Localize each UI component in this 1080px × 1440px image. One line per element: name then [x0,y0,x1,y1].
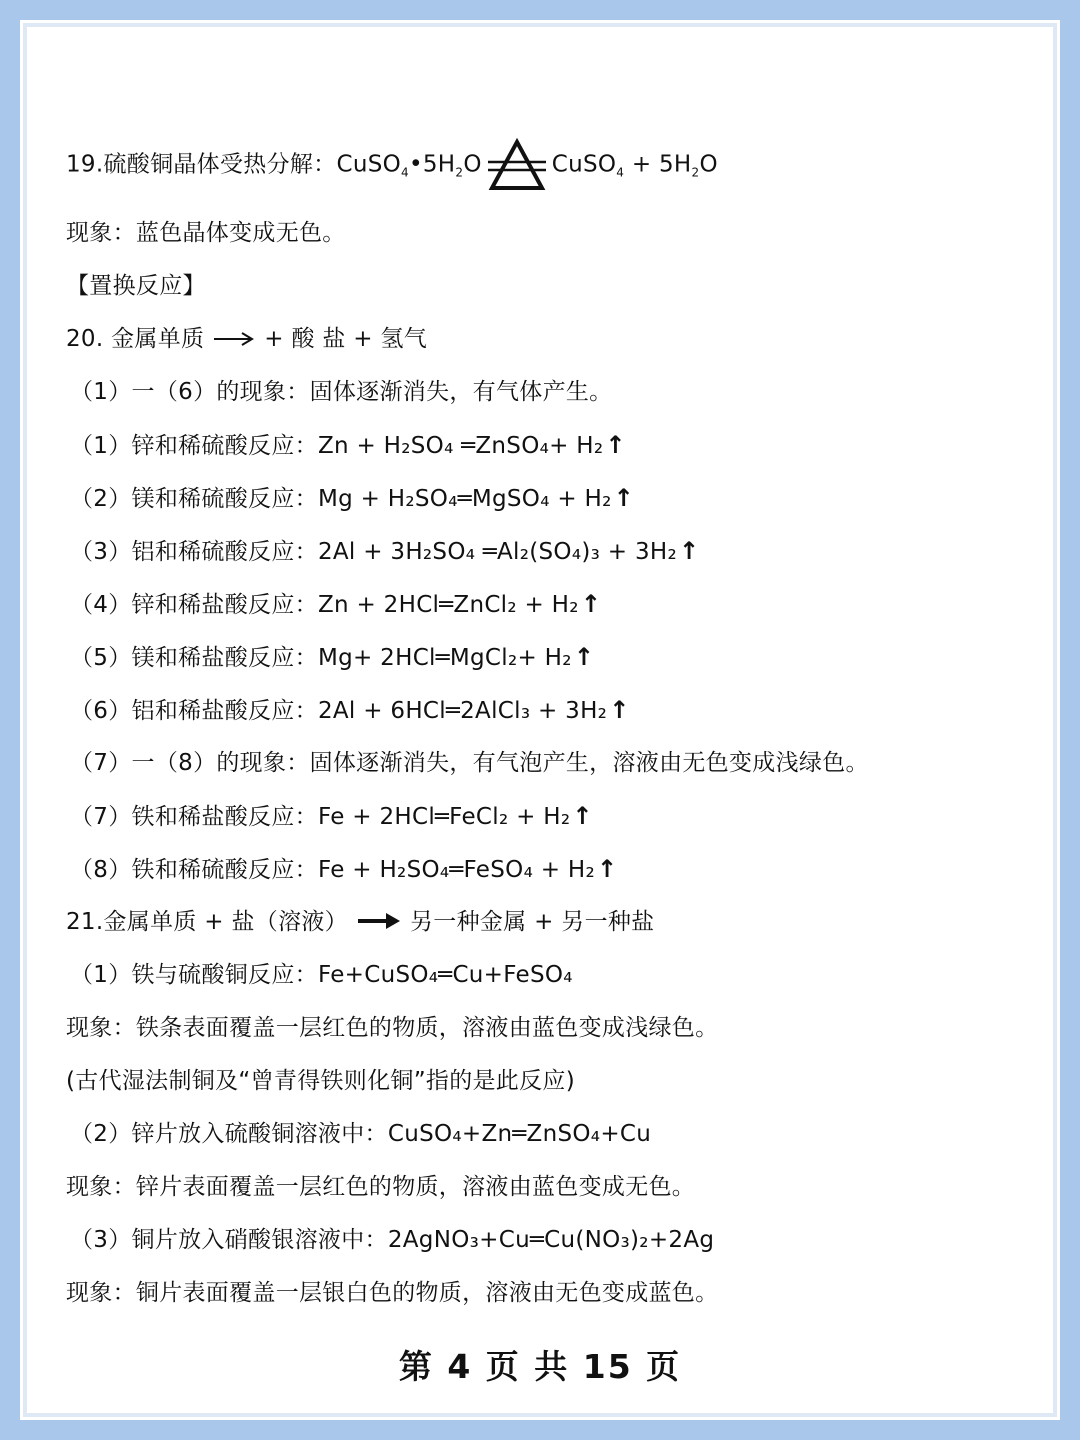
reaction-equation: Fe+CuSO₄═Cu+FeSO₄ [317,962,573,988]
reaction-item-1 [70,425,626,465]
gas-arrow-icon: ↑ [572,802,593,830]
reaction-19-rhs3: O [699,151,718,178]
reaction-label: （3）铝和稀硫酸反应： [70,539,318,565]
gas-arrow-icon: ↑ [609,696,630,724]
reaction-item-5 [70,637,594,677]
reaction-21-item-1 [70,955,573,995]
gas-arrow-icon: ↑ [605,431,626,459]
reaction-equation: Fe + 2HCl═FeCl₂ + H₂ [317,804,571,830]
reaction-label: （8）铁和稀硫酸反应： [70,857,318,883]
right-arrow-icon [212,320,256,360]
reaction-19-lhs3: O [463,151,482,178]
reaction-20-suffix: + 酸 盐 + 氢气 [264,326,428,352]
reaction-item-4 [70,584,601,624]
reaction-item-7 [70,796,593,836]
reaction-21-item-1-note: (古代湿法制铜及“曾青得铁则化铜”指的是此反应) [66,1068,575,1094]
reaction-21-suffix: 另一种金属 + 另一种盐 [409,909,655,935]
reaction-equation: Mg + H₂SO₄═MgSO₄ + H₂ [317,486,612,512]
bold-right-arrow-icon [356,903,402,943]
gas-arrow-icon: ↑ [597,855,618,883]
reaction-equation: 2AgNO₃+Cu═Cu(NO₃)₂+2Ag [387,1227,715,1253]
reaction-equation: Zn + 2HCl═ZnCl₂ + H₂ [317,592,579,618]
reaction-item-3 [70,531,699,571]
reaction-21-item-2-observation: 现象：锌片表面覆盖一层红色的物质，溶液由蓝色变成无色。 [66,1174,696,1200]
gas-arrow-icon: ↑ [679,537,700,565]
gas-arrow-icon: ↑ [573,643,595,671]
sub: 4 [616,165,625,180]
gas-arrow-icon: ↑ [580,590,602,618]
reaction-equation: Mg+ 2HCl═MgCl₂+ H₂ [317,645,572,671]
reaction-21-item-3 [70,1220,714,1260]
reaction-20-observation: （1）一（6）的现象：固体逐渐消失，有气体产生。 [70,379,613,405]
reaction-20-prefix: 20. 金属单质 [66,326,205,352]
reaction-label: （1）锌和稀硫酸反应： [70,433,318,459]
section-heading: 【置换反应】 [66,273,206,299]
reaction-21-item-1-observation: 现象：铁条表面覆盖一层红色的物质，溶液由蓝色变成浅绿色。 [66,1015,719,1041]
reaction-equation: 2Al + 3H₂SO₄ ═Al₂(SO₄)₃ + 3H₂ [317,539,677,565]
reaction-label: （3）铜片放入硝酸银溶液中： [70,1227,388,1253]
reaction-item-8 [70,849,617,889]
reaction-label: （4）锌和稀盐酸反应： [70,592,318,618]
reaction-21 [66,902,654,942]
reaction-21-item-2 [70,1114,651,1154]
gas-arrow-icon: ↑ [613,484,635,512]
reaction-label: （5）镁和稀盐酸反应： [70,645,318,671]
reaction-21-item-3-observation: 现象：铜片表面覆盖一层银白色的物质，溶液由无色变成蓝色。 [66,1280,719,1306]
reaction-19-lhs: CuSO [336,151,402,178]
reaction-item-6 [70,690,630,730]
reaction-20 [66,319,427,359]
reaction-label: （2）锌片放入硫酸铜溶液中： [70,1121,388,1147]
reaction-equation: 2Al + 6HCl═2AlCl₃ + 3H₂ [317,698,608,724]
page-number-footer: 第 4 页 共 15 页 [398,1347,682,1386]
reaction-19-rhs2: + 5H [624,151,692,178]
reaction-item-2 [70,478,634,518]
reaction-19-rhs: CuSO [551,151,617,178]
reaction-19-lhs2: •5H [408,151,456,178]
heat-triangle-icon [488,138,546,192]
sub: 4 [401,165,409,180]
reaction-19 [66,138,718,178]
reaction-equation: Fe + H₂SO₄═FeSO₄ + H₂ [317,857,595,883]
reaction-label: （7）铁和稀盐酸反应： [70,804,318,830]
reaction-7-8-observation: （7）一（8）的现象：固体逐渐消失，有气泡产生，溶液由无色变成浅绿色。 [70,750,869,776]
reaction-19-observation: 现象：蓝色晶体变成无色。 [66,220,346,246]
reaction-equation: CuSO₄+Zn═ZnSO₄+Cu [387,1121,652,1147]
reaction-label: （2）镁和稀硫酸反应： [70,486,318,512]
reaction-label: （6）铝和稀盐酸反应： [70,698,318,724]
reaction-equation: Zn + H₂SO₄ ═ZnSO₄+ H₂ [317,433,604,459]
reaction-label: （1）铁与硫酸铜反应： [70,962,318,988]
sub: 2 [455,165,464,180]
reaction-21-prefix: 21.金属单质 + 盐（溶液） [66,909,348,935]
sub: 2 [691,165,700,180]
reaction-19-prefix: 19.硫酸铜晶体受热分解： [66,151,337,178]
